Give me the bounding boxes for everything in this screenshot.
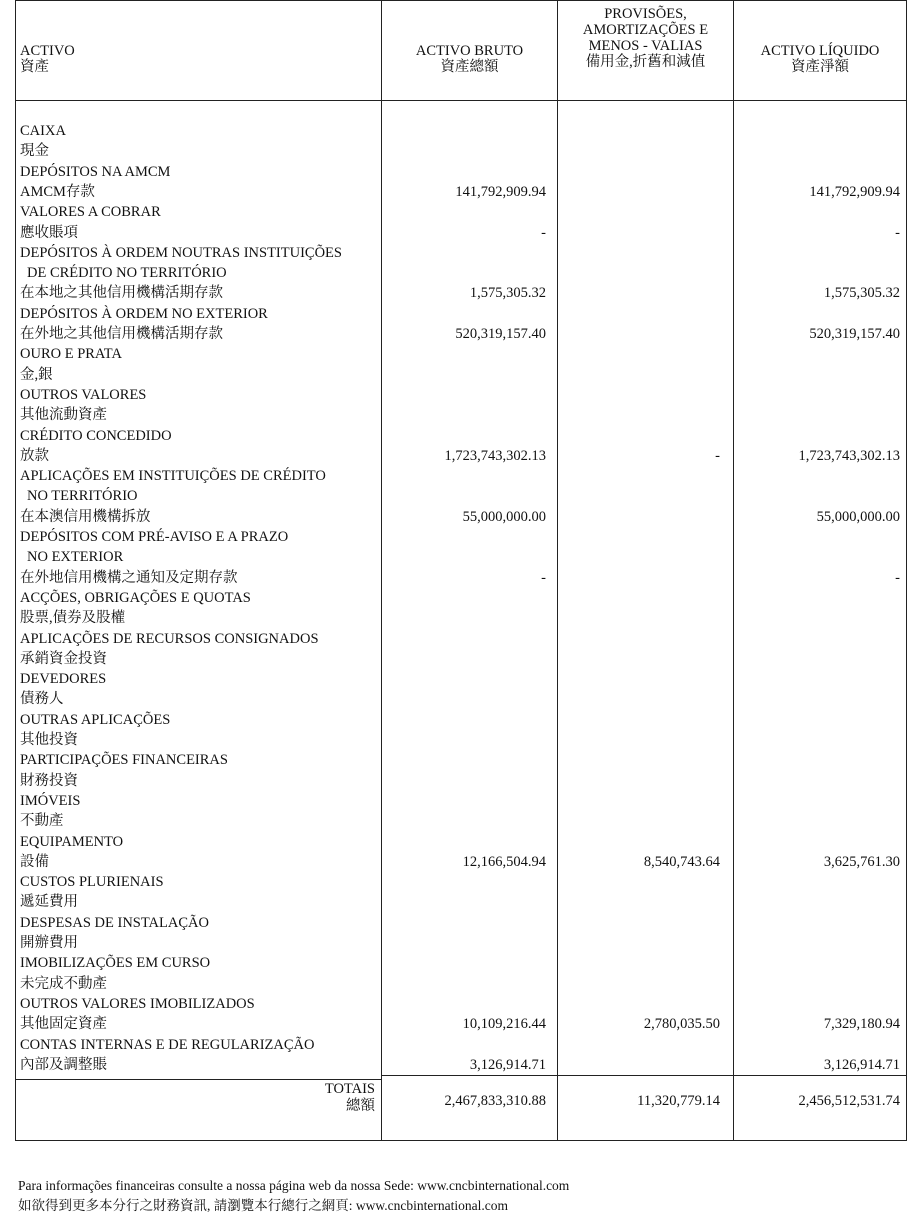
row-label: 未完成不動產 [20, 976, 107, 992]
row-label: 在本地之其他信用機構活期存款 [20, 285, 223, 301]
row-label: EQUIPAMENTO [20, 834, 124, 850]
header-net-zh: 資產淨額 [791, 59, 849, 75]
header-prov-line1: PROVISÕES, [604, 6, 687, 22]
row-label: OUTRAS APLICAÇÕES [20, 712, 171, 728]
row-net-value: 1,723,743,302.13 [798, 448, 900, 464]
row-gross-value: 1,575,305.32 [469, 285, 546, 301]
row-net-value: 141,792,909.94 [809, 184, 900, 200]
row-label: 遞延費用 [20, 894, 78, 910]
row-label: APLICAÇÕES EM INSTITUIÇÕES DE CRÉDITO [20, 468, 326, 484]
row-label: CONTAS INTERNAS E DE REGULARIZAÇÃO [20, 1037, 315, 1053]
row-net-value: 1,575,305.32 [823, 285, 900, 301]
header-divider [16, 100, 906, 101]
row-label: DESPESAS DE INSTALAÇÃO [20, 915, 209, 931]
header-gross [382, 43, 557, 75]
row-label: 設備 [20, 854, 49, 870]
row-label: 內部及調整賬 [20, 1057, 107, 1073]
totals-label-zh: 總額 [346, 1098, 375, 1114]
row-label: IMOBILIZAÇÕES EM CURSO [20, 955, 211, 971]
row-label: CAIXA [20, 123, 66, 139]
row-label: 不動產 [20, 813, 64, 829]
row-gross-value: 141,792,909.94 [455, 184, 546, 200]
row-gross-value: - [541, 225, 546, 241]
row-label: 現金 [20, 143, 49, 159]
row-label: 開辦費用 [20, 935, 78, 951]
column-divider [557, 1, 558, 1140]
row-label: DEPÓSITOS À ORDEM NOUTRAS INSTITUIÇÕES [20, 245, 342, 261]
row-label: 在外地之其他信用機構活期存款 [20, 326, 223, 342]
footer-line-zh: 如欲得到更多本分行之財務資訊, 請瀏覽本行總行之網頁: www.cncbinternational.com [18, 1198, 508, 1213]
row-label: 其他投資 [20, 732, 78, 748]
header-gross-zh: 資產總額 [440, 59, 499, 75]
header-prov-zh: 備用金,折舊和減值 [585, 54, 706, 70]
header-activo-pt: ACTIVO [20, 43, 75, 59]
row-label: DE CRÉDITO NO TERRITÓRIO [27, 265, 227, 281]
row-label: VALORES A COBRAR [20, 204, 161, 220]
total-provisions: 11,320,779.14 [637, 1093, 720, 1109]
row-label: OUTROS VALORES [20, 387, 147, 403]
row-gross-value: 520,319,157.40 [455, 326, 546, 342]
row-label: 在本澳信用機構拆放 [20, 509, 151, 525]
row-gross-value: - [541, 570, 546, 586]
total-gross: 2,467,833,310.88 [444, 1093, 546, 1109]
header-prov-line3: MENOS - VALIAS [588, 38, 703, 54]
header-activo-zh: 資產 [20, 59, 49, 75]
totals-label-pt: TOTAIS [324, 1081, 375, 1097]
row-provision-value: - [715, 448, 720, 464]
row-provision-value: 8,540,743.64 [643, 854, 720, 870]
row-label: NO EXTERIOR [27, 549, 124, 565]
row-net-value: 520,319,157.40 [809, 326, 900, 342]
row-label: ACÇÕES, OBRIGAÇÕES E QUOTAS [20, 590, 251, 606]
row-net-value: 3,625,761.30 [823, 854, 900, 870]
row-label: NO TERRITÓRIO [27, 488, 138, 504]
row-gross-value: 55,000,000.00 [462, 509, 546, 525]
row-label: AMCM存款 [20, 184, 95, 200]
row-label: OURO E PRATA [20, 346, 122, 362]
row-label: DEPÓSITOS COM PRÉ-AVISO E A PRAZO [20, 529, 289, 545]
row-label: 承銷資金投資 [20, 651, 107, 667]
row-label: 股票,債券及股權 [20, 610, 126, 626]
row-provision-value: 2,780,035.50 [643, 1016, 720, 1032]
row-label: CUSTOS PLURIENAIS [20, 874, 164, 890]
row-net-value: 7,329,180.94 [823, 1016, 900, 1032]
header-net [734, 43, 906, 75]
row-gross-value: 10,109,216.44 [462, 1016, 546, 1032]
footer-line-pt: Para informações financeiras consulte a nossa página web da nossa Sede: www.cncbinternational.com [18, 1178, 570, 1193]
total-net: 2,456,512,531.74 [798, 1093, 900, 1109]
row-label: 債務人 [20, 691, 64, 707]
row-label: DEPÓSITOS NA AMCM [20, 164, 171, 180]
row-label: DEVEDORES [20, 671, 107, 687]
totals-label [20, 1081, 375, 1115]
totals-rule [382, 1075, 906, 1076]
row-net-value: - [895, 225, 900, 241]
header-prov-line2: AMORTIZAÇÕES E [582, 22, 709, 38]
row-label: 放款 [20, 448, 49, 464]
header-provisions [558, 6, 733, 70]
row-gross-value: 1,723,743,302.13 [444, 448, 546, 464]
row-label: APLICAÇÕES DE RECURSOS CONSIGNADOS [20, 631, 319, 647]
row-label: 金,銀 [20, 367, 53, 383]
row-label: 其他固定資產 [20, 1016, 107, 1032]
footer-note [18, 1176, 569, 1216]
row-net-value: 55,000,000.00 [816, 509, 900, 525]
row-label: 應收賬項 [20, 225, 78, 241]
row-label: 財務投資 [20, 773, 78, 789]
header-net-pt: ACTIVO LÍQUIDO [760, 43, 880, 59]
row-label: CRÉDITO CONCEDIDO [20, 428, 172, 444]
row-net-value: - [895, 570, 900, 586]
totals-label-divider [16, 1079, 381, 1080]
row-label: 在外地信用機構之通知及定期存款 [20, 570, 238, 586]
row-label: DEPÓSITOS À ORDEM NO EXTERIOR [20, 306, 268, 322]
row-gross-value: 3,126,914.71 [469, 1057, 546, 1073]
row-label: IMÓVEIS [20, 793, 81, 809]
header-activo [20, 43, 75, 75]
row-gross-value: 12,166,504.94 [462, 854, 546, 870]
row-net-value: 3,126,914.71 [823, 1057, 900, 1073]
header-gross-pt: ACTIVO BRUTO [415, 43, 524, 59]
balance-sheet-table [15, 0, 907, 1141]
row-label: 其他流動資產 [20, 407, 107, 423]
row-label: PARTICIPAÇÕES FINANCEIRAS [20, 752, 228, 768]
row-label: OUTROS VALORES IMOBILIZADOS [20, 996, 255, 1012]
